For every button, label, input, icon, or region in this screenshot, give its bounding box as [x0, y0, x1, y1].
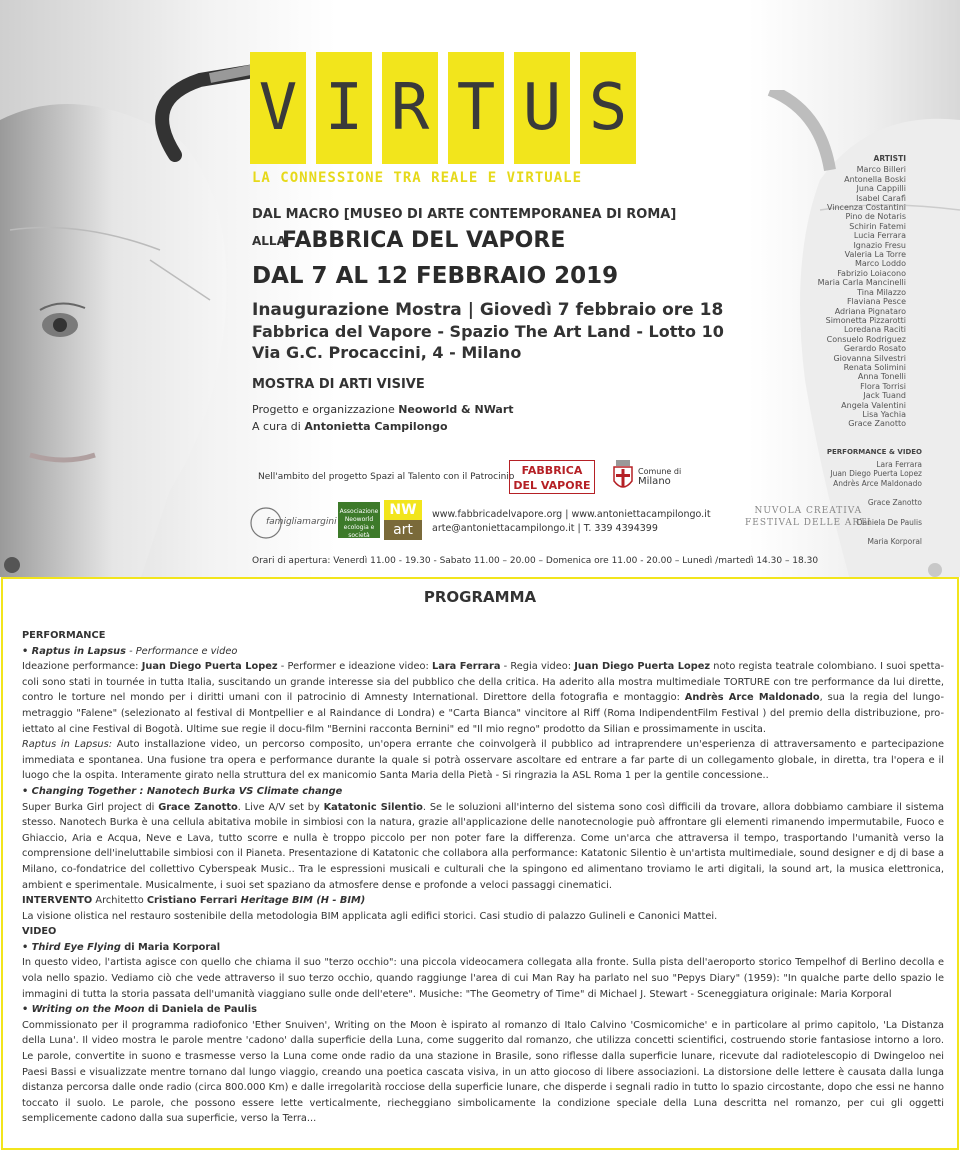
artist-name: Vincenza Costantini	[826, 203, 906, 213]
person-name: di Maria Korporal	[120, 941, 221, 953]
artist-name: Juna Cappilli	[856, 184, 906, 194]
artist-name: Jack Tuand	[863, 391, 906, 401]
text-run: noto regista teatrale colombiano. I suoi spetta-coli sono stati in tournée in tutta Italia, suscitando un grande interesse sia del pubblico che della critica. Ha aderito alla mostra multimediale TORTURE con tre performance da lui dirette, contro le torture nel mondo per i diritti umani con il patrocinio di Amnesty International. Direttore della fotografia e montaggio:	[22, 661, 945, 704]
artist-name: Anna Tonelli	[857, 372, 906, 382]
artist-name: Loredana Raciti	[843, 325, 906, 335]
performer-name: Andrès Arce Maldonado	[833, 478, 922, 488]
section-performance: PERFORMANCE	[22, 630, 106, 641]
organization-label: Progetto e organizzazione	[252, 403, 399, 416]
work-title: Raptus in Lapsus:	[22, 739, 112, 751]
performance-video-heading: PERFORMANCE & VIDEO	[826, 448, 922, 456]
artist-name: Tina Milazzo	[857, 287, 906, 297]
text-run: Auto installazione video, un percorso composito, un'opera errante che coinvolgerà il pubblico ad intraprendere un'esperienza di attraversamento e partecipazione immediata e spontanea. Una fusione tra opera e performance durante la quale si potrà osservare ascoltare ed entrare a far parte di un collegamento globale, in diretta, tra l'opera e il luogo che la ospita. Interamente girato nella struttura del ex manicomio Santa Maria della Pietà - Si ringrazia la ASL Roma 1 per la gentile concessione..	[22, 739, 944, 782]
person-name: Katatonic Silentio	[323, 801, 423, 813]
artist-name: Lisa Yachia	[862, 409, 906, 419]
raptus-subtitle: - Performance e video	[126, 645, 238, 657]
person-name: Lara Ferrara	[432, 661, 501, 673]
logo-letter: S	[580, 52, 636, 164]
nwart-top: NW	[384, 500, 422, 520]
moon-paragraph: Commissionato per il programma radiofonico 'Ether Snuiven', Writing on the Moon è ispirato al romanzo di Italo Calvino 'Cosmicomiche' e in particolare al primo capitolo, 'La Distanza della Luna'. Il video mostra le parole mentre 'cadono' dalla superficie della Luna, come suggerito dal romanzo, che utilizza concetti scientifici, costruendo storie fantasiose intorno a loro. Le parole, convertite in suono e trasmesse verso la Luna come onde radio da una stazione in Brasile, sono riflesse dalla superficie lunare, ricevute dal radiotelescopio di Dwingeloo nei Paesi Bassi e visualizzate mentre tornano dal lungo viaggio, creando una poetica cascata visiva, in un atto giocoso di libere associazioni. La distorsione delle lettere è causata dalla lunga distanza percorsa dalle onde radio (circa 800.000 Km) e dalle irregolarità rocciose della superficie lunare, che disperde i segnali radio in tutto lo spazio circostante, dopo che essi ne hanno toccato il suolo. Le parole, che possono essere lette verticalmente, riecheggiano simbolicamente la condizione speciale della Luna descritta nel romanzo, per cui gli oggetti semplicemente cadono dalla sua superficie, verso la Terra...	[22, 1019, 944, 1125]
alla-label: ALLA	[252, 234, 286, 248]
artist-name: Marco Loddo	[854, 259, 906, 269]
artist-name: Gerardo Rosato	[843, 344, 906, 354]
artist-name: Angela Valentini	[841, 400, 906, 410]
from-macro-line: DAL MACRO [MUSEO DI ARTE CONTEMPORANEA DI ROMA]	[252, 207, 677, 222]
space-line: Fabbrica del Vapore - Spazio The Art Land - Lotto 10	[252, 322, 724, 341]
comune-milano-logo	[612, 457, 692, 497]
raptus-title: • Raptus in Lapsus	[22, 645, 126, 657]
intervento-heading	[22, 893, 944, 909]
artist-name: Flora Torrisi	[860, 381, 906, 391]
artist-name: Lucia Ferrara	[853, 231, 906, 241]
curator-line	[252, 420, 448, 433]
venue-title: FABBRICA DEL VAPORE	[282, 228, 566, 253]
work-title: Heritage BIM (H - BIM)	[237, 895, 366, 907]
dates-title: DAL 7 AL 12 FEBBRAIO 2019	[252, 263, 619, 289]
fabbrica-logo-line2: DEL VAPORE	[513, 479, 591, 492]
famigliamargini-text: famigliamargini	[266, 517, 337, 527]
person-name: Juan Diego Puerta Lopez	[574, 661, 711, 673]
program-body	[22, 628, 944, 1127]
opening-hours: Orari di apertura: Venerdì 11.00 - 19.30 - Sabato 11.00 – 20.00 – Domenica ore 11.00 - 20.00 – Lunedì /martedì 14.30 – 18.30	[252, 556, 819, 566]
logo-letter: R	[382, 52, 438, 164]
logo-letter: V	[250, 52, 306, 164]
work-title: • Third Eye Flying	[22, 941, 121, 953]
text-run: . Se le soluzioni all'interno del sistema sono così difficili da trovare, allora dobbiamo cambiare il sistema stesso. Nanotech Burka è una cellula abitativa mobile in simbiosi con la natura, grazie all'applicazione delle nanotecnologie può affrontare gli elementi rimanendo impermutabile, Fuoco e Ghiaccio, Aria e Acqua, Neve e Lava, tutto scorre e nulla è troppo piccolo per non poter fare la differenza. Come un'arca che attraversa il tempo, trasportando l'umanità verso la comprensione dell'ineluttabile simbiosi con il Pianeta. Presentazione di Katatonic che collabora alla performance: Katatonic Silentio è un'artista multimediale, sound designer e dj di base a Milano, co-fondatrice del collettivo Cyberspeak Music.. Tra le espressioni musicali e culturali che la spingono ed alimentano troviamo le arti digitali, la sound art, la musica elettronica, ambient e sperimentale. Musicalmente, i suoi set spaziano da atmosfere dense e profonde a veloci passaggi cinematici.	[22, 801, 945, 891]
text-run: Ideazione performance:	[22, 661, 142, 673]
logo-letter: I	[316, 52, 372, 164]
third-eye-paragraph: In questo video, l'artista agisce con quello che chiama il suo "terzo occhio": una piccola videocamera collegata alla fronte. Sulla pista dell'aeroporto storico Tempelhof di Berlino decolla e vola nello spazio. Vediamo ciò che vede attraverso il suo terzo occhio, quando raggiunge l'area di cui Man Ray ha parlato nel suo "Pepys Diary" (1959): "In qualche parte dello spazio le immagini di tutta la storia passata dell'umanità viaggiano sulle onde dell'etere". Musiche: "The Geometry of Time" di Michael J. Stewart - Sceneggiatura originale: Maria Korporal	[22, 957, 944, 1000]
performer-name: Daniela De Paulis	[856, 517, 922, 527]
opening-line: Inaugurazione Mostra | Giovedì 7 febbraio ore 18	[252, 300, 724, 320]
changing-paragraph	[22, 800, 944, 894]
artist-name: Ignazio Fresu	[853, 240, 906, 250]
moon-heading	[22, 1002, 944, 1018]
robot-left-illustration	[0, 60, 250, 577]
famigliamargini-logo	[248, 505, 337, 541]
person-name: Andrès Arce Maldonado	[684, 692, 820, 704]
intervento-paragraph: La visione olistica nel restauro sostenibile della metodologia BIM applicata agli edifici storici. Casi studio di palazzo Gulineli e Canonici Mattei.	[22, 910, 718, 922]
fabbrica-logo-line1: FABBRICA	[521, 464, 583, 477]
text-run: - Performer e ideazione video:	[277, 661, 432, 673]
nwart-bottom: art	[384, 520, 422, 540]
section-video: VIDEO	[22, 926, 57, 938]
text-run: Super Burka Girl project di	[22, 801, 159, 813]
work-title: • Writing on the Moon	[22, 1004, 145, 1016]
fabbrica-logo	[509, 460, 595, 494]
comune-line2: Milano	[638, 476, 671, 487]
curator-label: A cura di	[252, 420, 305, 433]
logo-letter: U	[514, 52, 570, 164]
performer-name: Grace Zanotto	[867, 498, 922, 507]
performer-name: Juan Diego Puerta Lopez	[830, 469, 922, 478]
artist-name: Marco Billeri	[856, 165, 906, 175]
artist-name: Fabrizio Loiacono	[837, 268, 906, 278]
logo-tagline: LA CONNESSIONE TRA REALE E VIRTUALE	[252, 170, 583, 186]
artist-name: Adriana Pignataro	[834, 306, 906, 316]
curator-value: Antonietta Campilongo	[304, 420, 448, 433]
artist-name: Consuelo Rodriguez	[826, 334, 906, 344]
artist-name: Grace Zanotto	[848, 419, 906, 429]
program-title: PROGRAMMA	[423, 588, 537, 606]
virtus-logo	[250, 52, 635, 170]
program-box	[1, 577, 959, 1150]
performance-video-list	[772, 448, 922, 547]
performer-name: Lara Ferrara	[876, 459, 922, 469]
artist-name: Valeria La Torre	[844, 250, 906, 260]
artist-name: Maria Carla Mancinelli	[817, 278, 906, 288]
logo-letter: T	[448, 52, 504, 164]
raptus-paragraph-2	[22, 737, 944, 784]
artist-name: Giovanna Silvestri	[833, 353, 906, 363]
address-line: Via G.C. Procaccini, 4 - Milano	[252, 343, 522, 362]
contact-line[interactable]: arte@antoniettacampilongo.it | T. 339 4394399	[432, 523, 658, 534]
artists-heading: ARTISTI	[873, 154, 906, 163]
milano-shield-icon	[612, 459, 634, 493]
performer-name: Maria Korporal	[867, 537, 922, 546]
raptus-paragraph-1	[22, 659, 944, 737]
changing-title: • Changing Together : Nanotech Burka VS Climate change	[22, 785, 343, 797]
artist-name: Simonetta Pizzarotti	[825, 315, 906, 325]
raptus-heading	[22, 644, 944, 660]
websites-line[interactable]: www.fabbricadelvapore.org | www.antoniettacampilongo.it	[432, 509, 711, 520]
person-name: Grace Zanotto	[158, 801, 238, 813]
organization-line	[252, 403, 514, 416]
artist-name: Pino de Notaris	[845, 212, 906, 222]
nuvola-line2: FESTIVAL DELLE ARTI	[745, 518, 872, 528]
artist-name: Isabel Carafì	[856, 193, 906, 203]
artist-name: Renata Solimini	[843, 362, 906, 372]
artist-name: Flaviana Pesce	[846, 297, 906, 307]
comune-line1: Comune di	[638, 467, 682, 476]
person-name: Cristiano Ferrari	[146, 895, 238, 907]
organization-value: Neoworld & NWart	[398, 403, 514, 416]
artist-name: Schirin Fatemi	[849, 221, 906, 231]
patronage-line: Nell'ambito del progetto Spazi al Talento con il Patrocinio	[258, 472, 515, 482]
nwart-logo	[384, 500, 422, 540]
person-name: di Daniela de Paulis	[144, 1004, 257, 1016]
section-intervento: INTERVENTO	[22, 895, 93, 907]
exhibition-type: MOSTRA DI ARTI VISIVE	[252, 377, 425, 392]
person-name: Juan Diego Puerta Lopez	[141, 661, 278, 673]
artist-name: Antonella Boski	[844, 174, 906, 184]
comune-label	[638, 467, 681, 487]
text-run: - Regia video:	[500, 661, 575, 673]
third-eye-heading	[22, 940, 944, 956]
artists-list	[756, 154, 906, 429]
nuvola-line1: NUVOLA CREATIVA	[754, 506, 863, 516]
text-run: . Live A/V set by	[237, 801, 324, 813]
neoworld-logo: Associazione Neoworld ecologia e società	[338, 502, 380, 538]
text-run: Architetto	[92, 895, 147, 907]
text-run: , sua la regia del lungo-metraggio "Falene" (selezionato al festival di Montpellier e al Raindance di Londra) e "Carta Bianca" vincitore al Riff (Roma IndipendentFilm Festival ) del premio della distribuzione, pro-iettato al cine Festival di Bogotà. Ultime sue regie il docu-film "Bernini racconta Bernini" ed "Il mio regno" prodotto da Silian e prossimamente in uscita.	[22, 692, 944, 735]
